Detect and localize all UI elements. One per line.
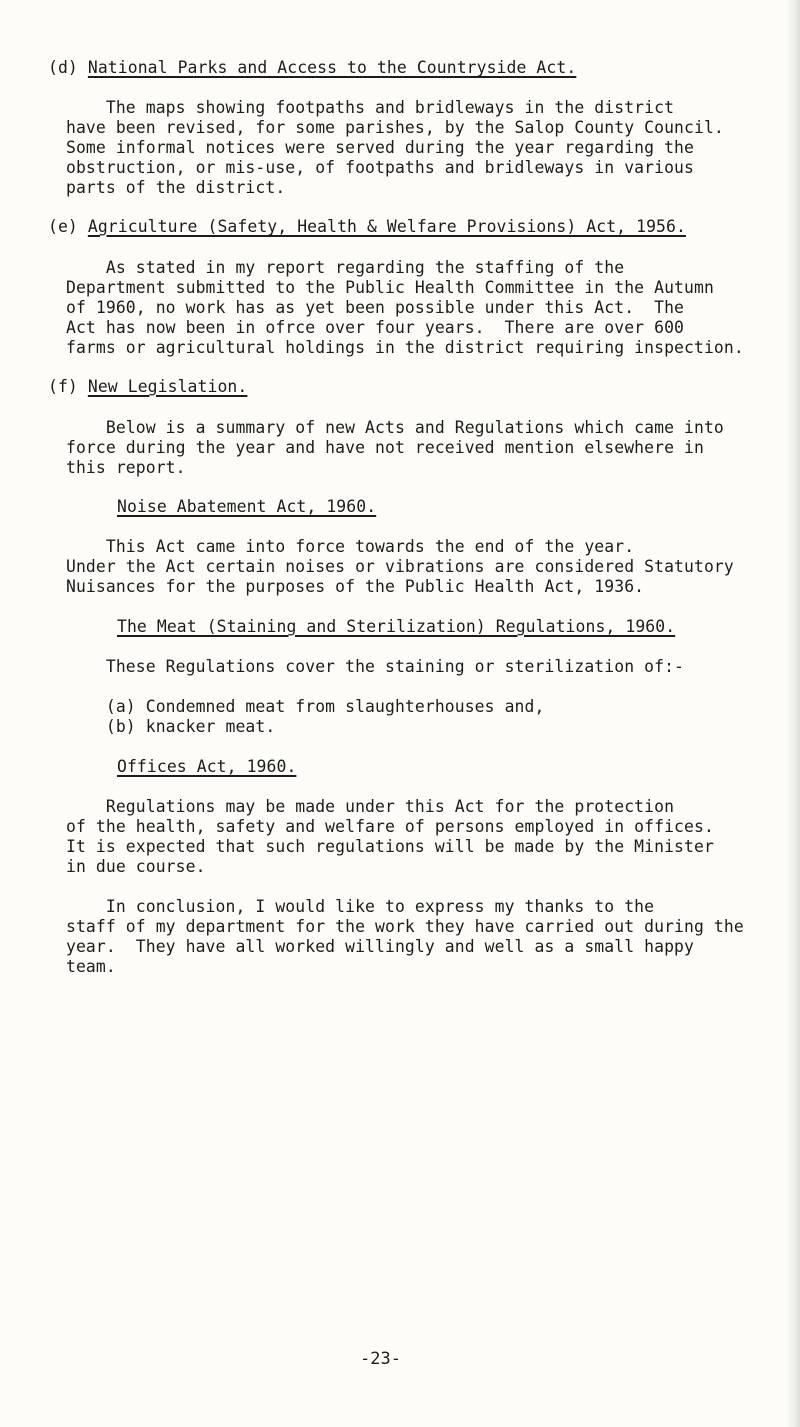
section-d-heading-row (48, 58, 576, 78)
section-e-line-4: Act has now been in ofrce over four years. There are over 600 (66, 318, 685, 337)
section-e-prefix: (e) (48, 217, 88, 236)
section-f-line-1: Below is a summary of new Acts and Regulations which came into (66, 418, 724, 437)
noise-act-heading: Noise Abatement Act, 1960. (117, 497, 377, 516)
offices-act-line-4: in due course. (66, 857, 206, 876)
meat-regs-item-a: (a) Condemned meat from slaughterhouses and, (66, 697, 545, 716)
offices-act-line-2: of the health, safety and welfare of persons employed in offices. (66, 817, 714, 836)
page-edge-shadow (786, 0, 800, 1427)
section-d-prefix: (d) (48, 58, 88, 77)
offices-act-line-1: Regulations may be made under this Act for the protection (66, 797, 675, 816)
section-f-heading-row (48, 377, 247, 397)
section-e-line-5: farms or agricultural holdings in the district requiring inspection. (66, 338, 744, 357)
section-f-line-2: force during the year and have not received mention elsewhere in (66, 438, 704, 457)
section-d-line-4: obstruction, or mis-use, of footpaths and bridleways in various (66, 158, 694, 177)
conclusion-line-4: team. (66, 957, 116, 976)
conclusion-line-2: staff of my department for the work they have carried out during the (66, 917, 744, 936)
section-f-line-3: this report. (66, 458, 186, 477)
section-f-heading: New Legislation. (87, 377, 248, 396)
section-d-line-1: The maps showing footpaths and bridleways in the district (66, 98, 675, 117)
offices-act-line-3: It is expected that such regulations will be made by the Minister (66, 837, 714, 856)
section-e-heading-row (48, 217, 686, 237)
section-f-prefix: (f) (48, 377, 88, 396)
meat-regs-heading: The Meat (Staining and Sterilization) Regulations, 1960. (117, 617, 676, 636)
noise-act-line-3: Nuisances for the purposes of the Public Health Act, 1936. (66, 577, 645, 596)
section-d-line-5: parts of the district. (66, 178, 286, 197)
noise-act-line-1: This Act came into force towards the end of the year. (66, 537, 635, 556)
meat-regs-item-b: (b) knacker meat. (66, 717, 276, 736)
section-e-line-3: of 1960, no work has as yet been possible under this Act. The (66, 298, 685, 317)
page-number: -23- (360, 1349, 401, 1369)
section-d-line-3: Some informal notices were served during the year regarding the (66, 138, 694, 157)
section-e-heading: Agriculture (Safety, Health & Welfare Provisions) Act, 1956. (87, 217, 686, 236)
conclusion-line-3: year. They have all worked willingly and well as a small happy (66, 937, 694, 956)
section-d-heading: National Parks and Access to the Countryside Act. (87, 58, 577, 77)
meat-regs-line-1: These Regulations cover the staining or sterilization of:- (66, 657, 685, 676)
section-e-line-2: Department submitted to the Public Health Committee in the Autumn (66, 278, 714, 297)
noise-act-line-2: Under the Act certain noises or vibrations are considered Statutory (66, 557, 734, 576)
offices-act-heading: Offices Act, 1960. (117, 757, 297, 776)
section-e-line-1: As stated in my report regarding the staffing of the (66, 258, 625, 277)
section-d-line-2: have been revised, for some parishes, by the Salop County Council. (66, 118, 724, 137)
conclusion-line-1: In conclusion, I would like to express my thanks to the (66, 897, 655, 916)
